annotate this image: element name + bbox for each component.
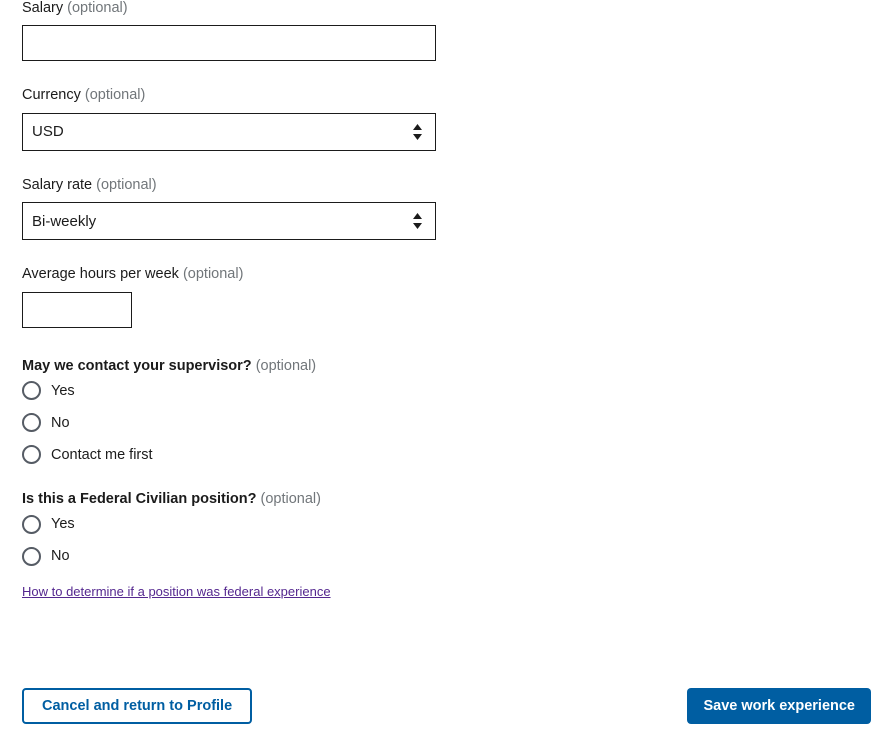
spacer — [22, 151, 872, 177]
radio-icon[interactable] — [22, 515, 41, 534]
contact-supervisor-option-contact-me-first[interactable] — [22, 439, 872, 471]
radio-icon[interactable] — [22, 445, 41, 464]
average-hours-label-text: Average hours per week — [22, 266, 179, 283]
average-hours-input[interactable] — [22, 292, 132, 328]
contact-supervisor-option-yes[interactable] — [22, 375, 872, 407]
contact-supervisor-legend — [22, 358, 872, 375]
form-actions — [22, 688, 871, 724]
salary-input[interactable] — [22, 25, 436, 61]
spacer — [22, 61, 872, 87]
salary-rate-select[interactable] — [22, 202, 436, 240]
contact-supervisor-option-no-label: No — [51, 414, 70, 431]
average-hours-label — [22, 266, 872, 283]
work-experience-form — [22, 0, 872, 601]
currency-field — [22, 87, 872, 150]
currency-label-text: Currency — [22, 87, 81, 104]
spacer — [22, 240, 872, 266]
federal-civilian-option-no-label: No — [51, 548, 70, 565]
federal-civilian-field — [22, 491, 872, 601]
salary-rate-select-wrap — [22, 202, 436, 240]
contact-supervisor-optional-text: (optional) — [255, 357, 317, 374]
average-hours-optional-text: (optional) — [182, 266, 244, 283]
spacer — [22, 328, 872, 358]
contact-supervisor-field — [22, 358, 872, 471]
radio-icon[interactable] — [22, 547, 41, 566]
average-hours-field — [22, 266, 872, 327]
radio-icon[interactable] — [22, 413, 41, 432]
salary-rate-field — [22, 177, 872, 240]
contact-supervisor-option-yes-label: Yes — [51, 382, 75, 399]
federal-civilian-option-no[interactable] — [22, 540, 872, 572]
federal-civilian-option-yes-label: Yes — [51, 516, 75, 533]
salary-optional-text: (optional) — [67, 0, 128, 16]
contact-supervisor-option-contact-me-first-label: Contact me first — [51, 446, 153, 463]
save-button[interactable]: Save work experience — [687, 688, 871, 724]
currency-select[interactable] — [22, 113, 436, 151]
federal-civilian-legend — [22, 491, 872, 508]
contact-supervisor-option-no[interactable] — [22, 407, 872, 439]
currency-select-wrap — [22, 113, 436, 151]
radio-icon[interactable] — [22, 381, 41, 400]
spacer — [22, 471, 872, 491]
cancel-button[interactable]: Cancel and return to Profile — [22, 688, 252, 724]
contact-supervisor-legend-text: May we contact your supervisor? — [22, 357, 252, 374]
salary-rate-optional-text: (optional) — [96, 176, 157, 193]
currency-label — [22, 87, 872, 104]
federal-civilian-optional-text: (optional) — [260, 490, 321, 507]
federal-experience-help-link[interactable]: How to determine if a position was federal experience — [22, 584, 331, 600]
federal-civilian-option-yes[interactable] — [22, 508, 872, 540]
salary-field — [22, 0, 872, 61]
federal-civilian-legend-text: Is this a Federal Civilian position? — [22, 490, 257, 507]
currency-optional-text: (optional) — [84, 87, 146, 104]
salary-rate-label — [22, 177, 872, 194]
salary-rate-label-text: Salary rate — [22, 176, 93, 193]
salary-label-text: Salary — [22, 0, 64, 16]
salary-label — [22, 0, 872, 17]
